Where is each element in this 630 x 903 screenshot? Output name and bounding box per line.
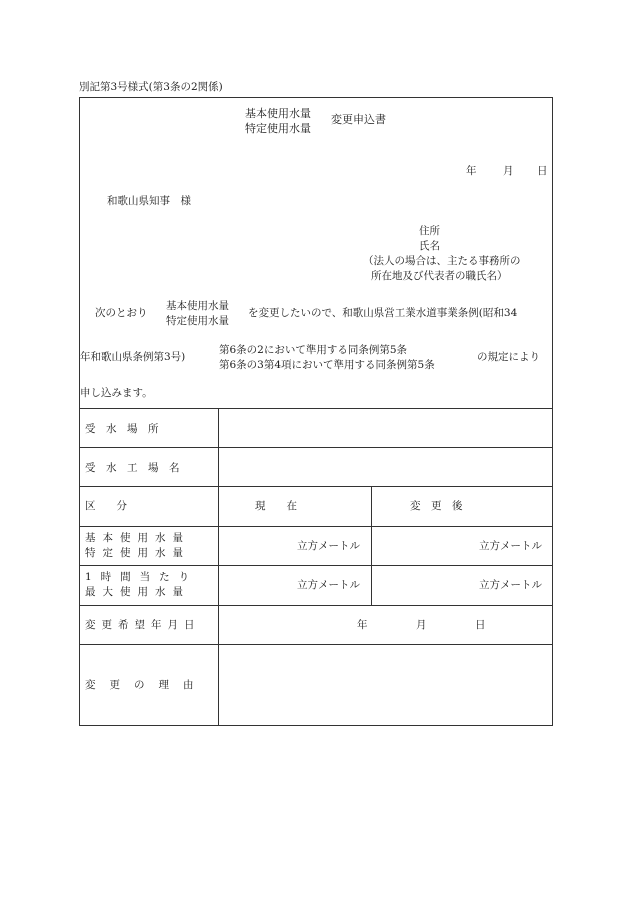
max-after-field[interactable]	[372, 566, 552, 604]
header-after: 変 更 後	[410, 500, 463, 512]
header-category-text: 区 分	[85, 500, 127, 512]
body-closing: 申し込みます。	[80, 387, 153, 399]
title-suffix: 変更申込書	[331, 113, 386, 126]
applicant-note-line1: （法人の場合は、主たる事務所の	[363, 255, 521, 267]
row-label-text: 受 水 工 場 名	[85, 462, 180, 474]
row-label-text: 受 水 場 所	[85, 423, 159, 435]
date-month-label: 月	[503, 165, 514, 177]
header-current: 現 在	[255, 500, 297, 512]
body-prefix: 次のとおり	[95, 307, 148, 319]
row-label-receiving-site	[85, 421, 212, 436]
applicant-name-label: 氏名	[419, 240, 440, 252]
body-option-basic: 基本使用水量	[166, 300, 229, 312]
volume-after-unit: 立方メートル	[479, 540, 542, 552]
title-options	[245, 106, 311, 136]
row-label-max-hourly-line2: 最大使用水量	[85, 586, 190, 598]
row-label-factory-name	[85, 460, 212, 475]
form-caption: 別記第3号様式(第3条の2関係)	[79, 81, 223, 93]
applicant-address-label: 住所	[419, 225, 440, 237]
applicant-note-line2: 所在地及び代表者の職氏名）	[371, 270, 508, 282]
title-option-basic: 基本使用水量	[245, 107, 311, 120]
row-label-volume	[85, 531, 190, 561]
receiving-site-field[interactable]	[219, 409, 552, 446]
volume-current-field[interactable]	[219, 527, 370, 564]
body-reference-1: 第6条の2において準用する同条例第5条	[219, 344, 408, 356]
desired-date-month: 月	[416, 619, 427, 631]
row-label-max-hourly-line1: 1時間当たり	[85, 571, 199, 583]
row-label-reason: 変更の理由	[85, 679, 208, 691]
body-references	[219, 343, 435, 373]
addressee: 和歌山県知事 様	[107, 195, 191, 207]
date-year-label: 年	[466, 165, 477, 177]
table-rule	[79, 486, 553, 487]
volume-after-field[interactable]	[372, 527, 552, 564]
desired-date-year: 年	[357, 619, 368, 631]
volume-current-unit: 立方メートル	[297, 540, 360, 552]
row-label-volume-basic: 基本使用水量	[85, 532, 190, 544]
factory-name-field[interactable]	[219, 448, 552, 485]
row-label-desired-date: 変更希望年月日	[85, 619, 201, 631]
title-option-specific: 特定使用水量	[245, 122, 311, 135]
reason-field[interactable]	[219, 645, 552, 725]
max-current-unit: 立方メートル	[297, 579, 360, 591]
date-day-label: 日	[537, 165, 548, 177]
body-line2-suffix: の規定により	[477, 351, 540, 363]
max-current-field[interactable]	[219, 566, 370, 604]
body-line2-prefix: 年和歌山県条例第3号)	[80, 351, 186, 363]
desired-date-field[interactable]	[219, 606, 552, 643]
body-option-specific: 特定使用水量	[166, 315, 229, 327]
max-after-unit: 立方メートル	[479, 579, 542, 591]
row-label-max-hourly	[85, 570, 198, 600]
body-reference-2: 第6条の3第4項において準用する同条例第5条	[219, 359, 435, 371]
desired-date-day: 日	[475, 619, 486, 631]
body-middle-text: を変更したいので、和歌山県営工業水道事業条例(昭和34	[248, 307, 518, 319]
body-options	[166, 299, 229, 329]
header-category	[85, 499, 127, 513]
row-label-volume-specific: 特定使用水量	[85, 547, 190, 559]
